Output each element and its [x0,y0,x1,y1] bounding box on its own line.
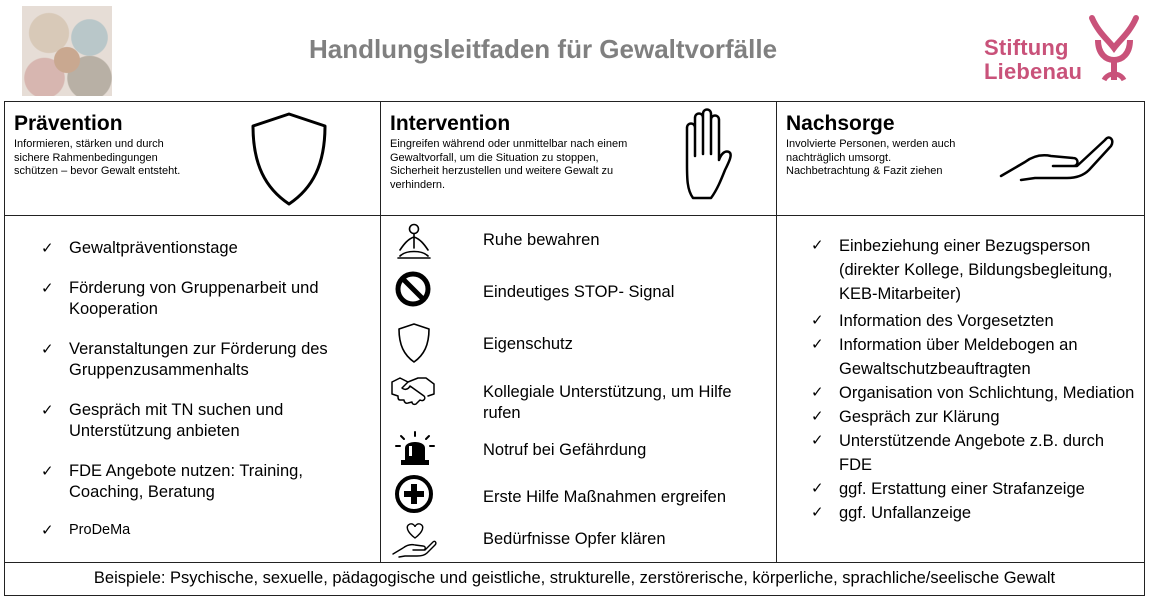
list-item [41,278,346,320]
intervention-item-text: Eigenschutz [483,335,573,353]
list-item-text: Information des Vorgesetzten [839,312,1054,330]
check-icon: ✓ [811,480,824,497]
check-icon: ✓ [811,408,824,425]
check-icon: ✓ [811,336,824,353]
hand-stop-icon [673,108,735,202]
page-title: Handlungsleitfaden für Gewaltvorfälle [308,34,778,64]
list-item-text: Einbeziehung einer Bezugsperson (direkter Kollege, Bildungsbegleitung, KEB-Mitarbeiter) [839,237,1113,303]
open-hand-icon [997,126,1115,182]
praevention-title: Prävention [14,112,123,135]
list-item-text: Förderung von Gruppenarbeit und Kooperation [69,279,319,318]
intervention-header [390,112,635,192]
intervention-item-text: Kollegiale Unterstützung, um Hilfe rufen [483,383,732,422]
column-divider [776,102,777,563]
intervention-item-text: Erste Hilfe Maßnahmen ergreifen [483,488,727,506]
first-aid-icon [394,474,434,514]
check-icon: ✓ [811,237,824,254]
heart-hand-icon [391,522,437,558]
list-item-text: Information über Meldebogen an Gewaltschutzbeauftragten [839,336,1078,378]
check-icon: ✓ [811,432,824,449]
list-item-text: Unterstützende Angebote z.B. durch FDE [839,432,1105,474]
shield-icon [247,110,331,208]
check-icon: ✓ [41,522,54,539]
list-item [811,234,1141,306]
list-item [811,309,1141,333]
logo-line-2: Liebenau [984,59,1083,84]
list-item-text: ProDeMa [69,522,131,538]
alarm-light-icon [395,430,435,466]
list-item-text: Gespräch mit TN suchen und Unterstützung anbieten [69,401,284,440]
intervention-item-text: Bedürfnisse Opfer klären [483,530,666,548]
list-item [811,477,1141,501]
shield-icon [396,322,432,364]
list-item [41,400,346,442]
list-item-text: ggf. Unfallanzeige [839,504,972,522]
stiftung-liebenau-logo [984,14,1144,86]
praevention-header [14,112,184,179]
footer-examples: Beispiele: Psychische, sexuelle, pädagogische und geistliche, strukturelle, zerstörerische, körperliche, sprachliche/seelische Gewalt [93,569,1056,587]
list-item [41,520,346,541]
list-item [811,501,1141,525]
handshake-icon [390,374,436,406]
list-item-text: FDE Angebote nutzen: Training, Coaching, Beratung [69,462,303,501]
check-icon: ✓ [811,312,824,329]
list-item [811,405,1141,429]
list-item-text: Gespräch zur Klärung [839,408,1000,426]
tulip-icon [1084,14,1144,84]
intervention-item-text: Eindeutiges STOP- Signal [483,283,675,301]
nachsorge-description: Involvierte Personen, werden auch nachträglich umsorgt. Nachbetrachtung & Fazit ziehen [786,138,956,177]
check-icon: ✓ [811,504,824,521]
check-icon: ✓ [41,463,54,480]
logo-line-1: Stiftung [984,35,1069,60]
intervention-title: Intervention [390,112,511,135]
intervention-description: Eingreifen während oder unmittelbar nach einem Gewaltvorfall, um die Situation zu stoppen, Sicherheit herzustellen und weitere Gewalt zu verhindern. [390,138,628,191]
nachsorge-title: Nachsorge [786,112,895,135]
footer-row-divider [5,562,1144,563]
list-item [811,333,1141,381]
list-item-text: Veranstaltungen zur Förderung des Gruppenzusammenhalts [69,340,328,379]
praevention-description: Informieren, stärken und durch sichere Rahmenbedingungen schützen – bevor Gewalt entsteht. [14,138,181,177]
no-entry-icon [394,270,432,308]
list-item-text: Organisation von Schlichtung, Mediation [839,384,1135,402]
check-icon: ✓ [811,384,824,401]
check-icon: ✓ [41,240,54,257]
header-row-divider [5,215,1144,216]
list-item [41,339,346,381]
list-item [41,461,346,503]
nachsorge-list [811,234,1141,525]
intervention-item-text: Ruhe bewahren [483,231,600,249]
list-item-text: Gewaltpräventionstage [69,239,238,257]
praevention-list [41,238,346,541]
check-icon: ✓ [41,341,54,358]
check-icon: ✓ [41,280,54,297]
check-icon: ✓ [41,402,54,419]
list-item [811,381,1141,405]
meditation-icon [394,222,434,262]
list-item [41,238,346,259]
list-item-text: ggf. Erstattung einer Strafanzeige [839,480,1085,498]
column-divider [380,102,381,563]
intervention-item-text: Notruf bei Gefährdung [483,441,647,459]
list-item [811,429,1141,477]
guide-table [4,101,1145,596]
nachsorge-header [786,112,971,179]
